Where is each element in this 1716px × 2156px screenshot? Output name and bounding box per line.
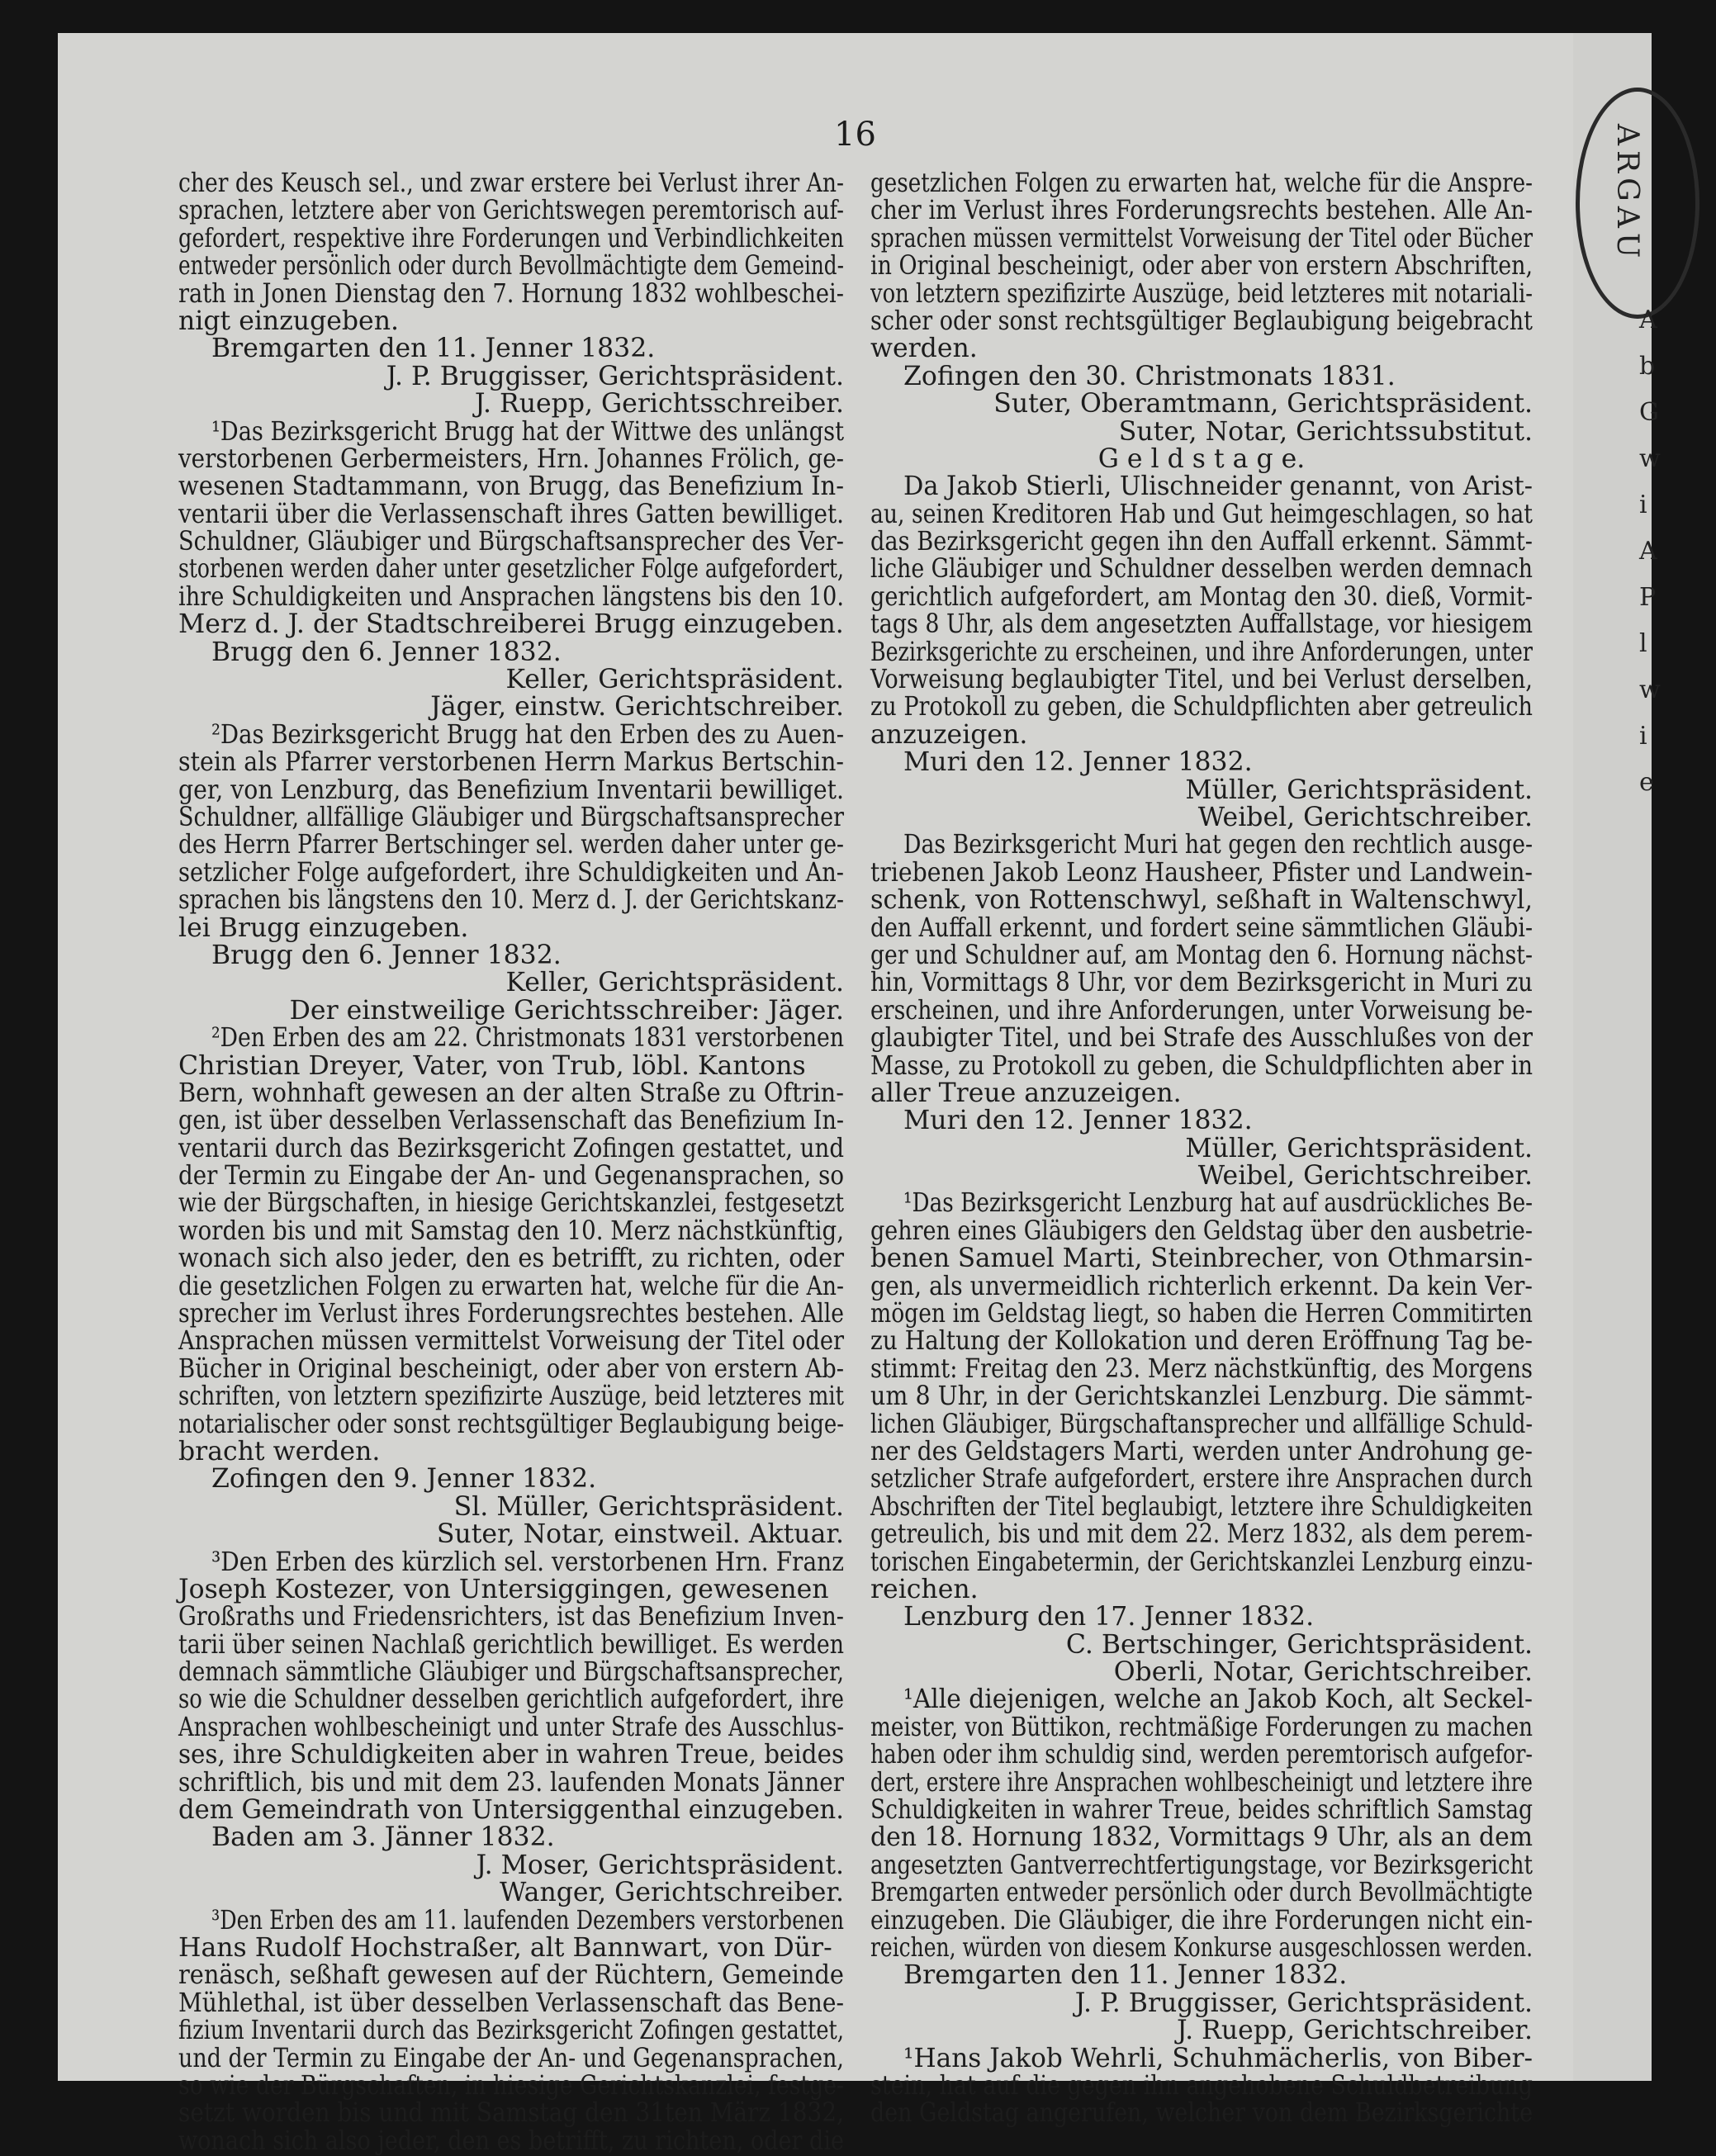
facing-page-letter: w <box>1639 444 1661 473</box>
text-line: die gesetzlichen Folgen zu erwarten hat, welche für die An- <box>178 1271 844 1301</box>
facing-page-letter: e <box>1639 768 1654 797</box>
text-line: ¹Das Bezirksgericht Brugg hat der Wittwe des unlängst <box>211 416 844 447</box>
text-line: Großraths und Friedensrichters, ist das Benefizium Inven- <box>178 1602 844 1632</box>
text-line: Abschriften der Titel beglaubigt, letztere ihre Schuldigkeiten <box>870 1491 1533 1522</box>
text-line: aller Treue anzuzeigen. <box>870 1078 1182 1108</box>
text-line: einzugeben. Die Gläubiger, die ihre Forderungen nicht ein- <box>870 1905 1533 1936</box>
facing-page-letters <box>1639 297 1661 806</box>
text-line: setzlicher Strafe aufgefordert, erstere ihre Ansprachen durch <box>870 1464 1533 1495</box>
text-line: Brugg den 6. Jenner 1832. <box>211 940 562 970</box>
text-line: ³Den Erben des kürzlich sel. verstorbenen Hrn. Franz <box>211 1547 844 1577</box>
text-line: in Original bescheinigt, oder aber von erstern Abschriften, <box>870 251 1533 282</box>
text-line: Müller, Gerichtspräsident. <box>1185 775 1533 805</box>
page-number: 16 <box>834 116 876 154</box>
text-line: nigt einzugeben. <box>178 306 399 336</box>
library-stamp-text: ARGAU <box>1610 124 1644 263</box>
text-line: gen, als unvermeidlich richterlich erkennt. Da kein Ver- <box>870 1271 1533 1301</box>
text-line: Baden am 3. Jänner 1832. <box>211 1822 555 1853</box>
text-line: Vorweisung beglaubigter Titel, und bei Verlust derselben, <box>870 665 1533 695</box>
text-line: das Bezirksgericht gegen ihn den Auffall erkennt. Sämmt- <box>870 527 1533 557</box>
text-line: benen Samuel Marti, Steinbrecher, von Othmarsin- <box>870 1244 1533 1274</box>
text-line: Bezirksgerichte zu erscheinen, und ihre Anforderungen, unter <box>870 637 1533 667</box>
text-line: schriften, von letztern spezifizirte Auszüge, beid letzteres mit <box>178 1381 844 1412</box>
text-line: Oberli, Notar, Gerichtschreiber. <box>1113 1657 1533 1688</box>
text-line: Masse, zu Protokoll zu geben, die Schuldpflichten aber in <box>870 1050 1533 1081</box>
text-line: storbenen werden daher unter gesetzlicher Folge aufgefordert, <box>178 554 844 585</box>
text-line: ²Den Erben des am 22. Christmonats 1831 verstorbenen <box>211 1023 844 1054</box>
facing-page-letter: i <box>1639 490 1647 519</box>
text-line: Keller, Gerichtspräsident. <box>505 968 844 998</box>
text-line: schenk, von Rottenschwyl, seßhaft in Waltenschwyl, <box>870 885 1533 916</box>
text-line: Zofingen den 30. Christmonats 1831. <box>903 361 1396 391</box>
text-line: den 18. Hornung 1832, Vormittags 9 Uhr, als an dem <box>870 1822 1533 1853</box>
text-line: Joseph Kostezer, von Untersiggingen, gewesenen <box>178 1574 829 1604</box>
text-line: ger und Schuldner auf, am Montag den 6. Hornung nächst- <box>870 940 1533 970</box>
text-line: ¹Hans Jakob Wehrli, Schuhmächerlis, von Biber- <box>903 2043 1533 2073</box>
text-line: Bücher in Original bescheinigt, oder aber von erstern Ab- <box>178 1353 844 1384</box>
text-line: Brugg den 6. Jenner 1832. <box>211 637 562 667</box>
text-line: den Auffall erkennt, und fordert seine sämmtlichen Gläubi- <box>870 912 1533 943</box>
text-line: der Termin zu Eingabe der An- und Gegenansprachen, so <box>178 1161 844 1192</box>
text-line: Sl. Müller, Gerichtspräsident. <box>453 1491 844 1522</box>
text-line: haben oder ihm schuldig sind, werden peremtorisch aufgefor- <box>870 1740 1533 1770</box>
text-line: J. Ruepp, Gerichtsschreiber. <box>474 389 844 419</box>
text-line: ¹Alle diejenigen, welche an Jakob Koch, alt Seckel- <box>903 1685 1533 1715</box>
text-line: angesetzten Gantverrechtfertigungstage, vor Bezirksgericht <box>870 1850 1533 1880</box>
text-line: Wanger, Gerichtschreiber. <box>500 1878 844 1908</box>
facing-page-letter: l <box>1639 629 1647 658</box>
text-line: Der einstweilige Gerichtsschreiber: Jäger. <box>289 995 844 1026</box>
text-line: gefordert, respektive ihre Forderungen und Verbindlichkeiten <box>178 223 844 254</box>
text-line: ner des Geldstagers Marti, werden unter Androhung ge- <box>870 1436 1533 1467</box>
text-line: Das Bezirksgericht Muri hat gegen den rechtlich ausge- <box>903 830 1533 860</box>
text-line: J. Ruepp, Gerichtschreiber. <box>1176 2016 1533 2046</box>
text-line: von letztern spezifizirte Auszüge, beid letzteres mit notariali- <box>870 278 1533 309</box>
text-line: Bern, wohnhaft gewesen an der alten Straße zu Oftrin- <box>178 1078 844 1108</box>
text-line: J. P. Bruggisser, Gerichtspräsident. <box>1074 1988 1533 2018</box>
text-line: Muri den 12. Jenner 1832. <box>903 747 1253 778</box>
text-line: tags 8 Uhr, als dem angesetzten Auffallstage, vor hiesigem <box>870 609 1533 640</box>
facing-page-letter: b <box>1639 352 1656 381</box>
text-line: ¹Das Bezirksgericht Lenzburg hat auf ausdrückliches Be- <box>903 1188 1533 1219</box>
facing-page-letter: i <box>1639 722 1647 751</box>
text-line: sprachen bis längstens den 10. Merz d. J. der Gerichtskanz- <box>178 885 844 916</box>
text-line: Zofingen den 9. Jenner 1832. <box>211 1464 597 1495</box>
text-line: reichen. <box>870 1574 979 1604</box>
text-line: Schuldner, Gläubiger und Bürgschaftsansprecher des Ver- <box>178 527 844 557</box>
text-line: J. Moser, Gerichtspräsident. <box>476 1850 844 1880</box>
text-line: sprachen müssen vermittelst Vorweisung der Titel oder Bücher <box>870 223 1533 254</box>
text-line: gen, ist über desselben Verlassenschaft das Benefizium In- <box>178 1106 844 1136</box>
text-line: fizium Inventarii durch das Bezirksgericht Zofingen gestattet, <box>178 2016 844 2046</box>
text-line: ventarii durch das Bezirksgericht Zofingen gestattet, und <box>178 1133 844 1163</box>
text-line: worden bis und mit Samstag den 10. Merz nächstkünftig, <box>178 1215 844 1246</box>
text-line: um 8 Uhr, in der Gerichtskanzlei Lenzburg. Die sämmt- <box>870 1381 1533 1412</box>
text-line: J. P. Bruggisser, Gerichtspräsident. <box>386 361 844 391</box>
text-line: cher im Verlust ihres Forderungsrechts bestehen. Alle An- <box>870 196 1533 226</box>
text-line: erscheinen, und ihre Anforderungen, unter Vorweisung be- <box>870 995 1533 1026</box>
text-line: gesetzlichen Folgen zu erwarten hat, welche für die Anspre- <box>870 168 1533 198</box>
text-line: demnach sämmtliche Gläubiger und Bürgschaftsansprecher, <box>178 1657 844 1688</box>
text-line: Müller, Gerichtspräsident. <box>1185 1133 1533 1163</box>
text-line: lei Brugg einzugeben. <box>178 912 469 943</box>
text-line: ihre Schuldigkeiten und Ansprachen längstens bis den 10. <box>178 581 844 612</box>
text-line: liche Gläubiger und Schuldner desselben werden demnach <box>870 554 1533 585</box>
text-line: cher des Keusch sel., und zwar erstere bei Verlust ihrer An- <box>178 168 844 198</box>
text-line: Ansprachen wohlbescheinigt und unter Strafe des Ausschlus- <box>178 1712 844 1742</box>
text-line: au, seinen Kreditoren Hab und Gut heimgeschlagen, so hat <box>870 499 1533 529</box>
text-line: G e l d s t a g e. <box>1097 443 1306 474</box>
text-line: wie der Bürgschaften, in hiesige Gerichtskanzlei, festgesetzt <box>178 1188 844 1219</box>
text-line: stimmt: Freitag den 23. Merz nächstkünftig, des Morgens <box>870 1353 1533 1384</box>
text-line: setzt worden bis und mit Samstag den 31ten März 1832, <box>178 2098 844 2129</box>
text-line: gehren eines Gläubigers den Geldstag über den ausbetrie- <box>870 1215 1533 1246</box>
text-line: Ansprachen müssen vermittelst Vorweisung der Titel oder <box>178 1326 844 1357</box>
text-line: Suter, Notar, Gerichtssubstitut. <box>1118 416 1533 447</box>
text-column-left <box>178 170 844 2155</box>
text-line: lichen Gläubiger, Bürgschaftansprecher und allfällige Schuld- <box>870 1409 1533 1439</box>
text-line: stein, hat auf die gegen ihn angehobene Schuldbetreibung <box>870 2070 1533 2101</box>
text-line: wonach sich also jeder, den es betrifft, zu richten, oder <box>178 1244 844 1274</box>
text-line: ³Den Erben des am 11. laufenden Dezembers verstorbenen <box>211 1905 844 1936</box>
text-line: ventarii über die Verlassenschaft ihres Gatten bewilliget. <box>178 499 844 529</box>
text-line: getreulich, bis und mit dem 22. Merz 1832, als dem perem- <box>870 1519 1533 1550</box>
text-line: meister, von Büttikon, rechtmäßige Forderungen zu machen <box>870 1712 1533 1742</box>
text-line: Bremgarten entweder persönlich oder durch Bevollmächtigte <box>870 1878 1533 1908</box>
text-line: wonach sich also jeder, den es betrifft, zu richten, oder die <box>178 2125 844 2156</box>
text-line: sprecher im Verlust ihres Forderungsrechtes bestehen. Alle <box>178 1299 844 1329</box>
text-line: Lenzburg den 17. Jenner 1832. <box>903 1602 1315 1632</box>
text-line: dem Gemeindrath von Untersiggenthal einzugeben. <box>178 1795 844 1826</box>
text-line: rath in Jonen Dienstag den 7. Hornung 1832 wohlbeschei- <box>178 278 844 309</box>
text-line: Keller, Gerichtspräsident. <box>505 665 844 695</box>
text-line: Muri den 12. Jenner 1832. <box>903 1106 1253 1136</box>
text-line: renäsch, seßhaft gewesen auf der Rüchtern, Gemeinde <box>178 1960 844 1991</box>
text-line: mögen im Geldstag liegt, so haben die Herren Commitirten <box>870 1299 1533 1329</box>
facing-page-letter: A <box>1639 306 1657 334</box>
text-line: C. Bertschinger, Gerichtspräsident. <box>1065 1629 1533 1660</box>
facing-page-letter: A <box>1639 537 1657 566</box>
text-line: notarialischer oder sonst rechtsgültiger Beglaubigung beige- <box>178 1409 844 1439</box>
text-line: Suter, Oberamtmann, Gerichtspräsident. <box>993 389 1533 419</box>
text-line: sprachen, letztere aber von Gerichtswegen peremtorisch auf- <box>178 196 844 226</box>
text-line: verstorbenen Gerbermeisters, Hrn. Johannes Frölich, ge- <box>178 443 844 474</box>
text-line: schriftlich, bis und mit dem 23. laufenden Monats Jänner <box>178 1767 844 1798</box>
text-line: den Geldstag angerufen, welcher von dem Bezirksgerichte <box>870 2098 1533 2129</box>
text-line: Jäger, einstw. Gerichtschreiber. <box>430 692 844 723</box>
text-line: anzuzeigen. <box>870 719 1028 750</box>
text-line: tarii über seinen Nachlaß gerichtlich bewilliget. Es werden <box>178 1629 844 1660</box>
facing-page-letter: P <box>1639 583 1657 612</box>
text-line: Weibel, Gerichtschreiber. <box>1197 802 1533 832</box>
text-line: so wie der Bürgschaften, in hiesige Gerichtskanzlei, festge- <box>178 2070 844 2101</box>
text-line: reichen, würden von diesem Konkurse ausgeschlossen werden. <box>870 1933 1533 1963</box>
text-line: wesenen Stadtammann, von Brugg, das Benefizium In- <box>178 471 844 502</box>
text-line: Bremgarten den 11. Jenner 1832. <box>903 1960 1348 1991</box>
text-line: gerichtlich aufgefordert, am Montag den 30. dieß, Vormit- <box>870 581 1533 612</box>
text-line: Bremgarten den 11. Jenner 1832. <box>211 334 656 364</box>
text-line: zu Haltung der Kollokation und deren Eröffnung Tag be- <box>870 1326 1533 1357</box>
text-line: ²Das Bezirksgericht Brugg hat den Erben des zu Auen- <box>211 719 844 750</box>
text-line: Mühlethal, ist über desselben Verlassenschaft das Bene- <box>178 1988 844 2018</box>
text-line: zu Protokoll zu geben, die Schuldpflichten aber getreulich <box>870 692 1533 723</box>
facing-page-letter: w <box>1639 675 1661 704</box>
text-line: ses, ihre Schuldigkeiten aber in wahren Treue, beides <box>178 1740 844 1770</box>
facing-page-letter: G <box>1639 398 1659 427</box>
text-line: Schuldner, allfällige Gläubiger und Bürgschaftsansprecher <box>178 802 844 832</box>
text-line: scher oder sonst rechtsgültiger Beglaubigung beigebracht <box>870 306 1533 336</box>
text-line: Suter, Notar, einstweil. Aktuar. <box>436 1519 844 1550</box>
text-line: Da Jakob Stierli, Ulischneider genannt, von Arist- <box>903 471 1533 502</box>
text-line: so wie die Schuldner desselben gerichtlich aufgefordert, ihre <box>178 1685 844 1715</box>
text-line: entweder persönlich oder durch Bevollmächtigte dem Gemeind- <box>178 251 844 282</box>
text-line: setzlicher Folge aufgefordert, ihre Schuldigkeiten und An- <box>178 857 844 888</box>
text-line: triebenen Jakob Leonz Hausheer, Pfister und Landwein- <box>870 857 1533 888</box>
text-line: Merz d. J. der Stadtschreiberei Brugg einzugeben. <box>178 609 844 640</box>
text-line: werden. <box>870 334 978 364</box>
text-line: Schuldigkeiten in wahrer Treue, beides schriftlich Samstag <box>870 1795 1533 1826</box>
text-line: dert, erstere ihre Ansprachen wohlbescheinigt und letztere ihre <box>870 1767 1533 1798</box>
text-line: des Herrn Pfarrer Bertschinger sel. werden daher unter ge- <box>178 830 844 860</box>
text-line: Christian Dreyer, Vater, von Trub, löbl. Kantons <box>178 1050 806 1081</box>
text-line: Hans Rudolf Hochstraßer, alt Bannwart, von Dür- <box>178 1933 832 1963</box>
text-line: torischen Eingabetermin, der Gerichtskanzlei Lenzburg einzu- <box>870 1547 1533 1577</box>
text-line: glaubigter Titel, und bei Strafe des Ausschlußes von der <box>870 1023 1533 1054</box>
text-line: stein als Pfarrer verstorbenen Herrn Markus Bertschin- <box>178 747 844 778</box>
text-line: Weibel, Gerichtschreiber. <box>1197 1161 1533 1192</box>
text-line: hin, Vormittags 8 Uhr, vor dem Bezirksgericht in Muri zu <box>870 968 1533 998</box>
text-line: ger, von Lenzburg, das Benefizium Inventarii bewilliget. <box>178 775 844 805</box>
text-line: bracht werden. <box>178 1436 381 1467</box>
text-line: und der Termin zu Eingabe der An- und Gegenansprachen, <box>178 2043 844 2073</box>
text-column-right <box>870 170 1533 2128</box>
